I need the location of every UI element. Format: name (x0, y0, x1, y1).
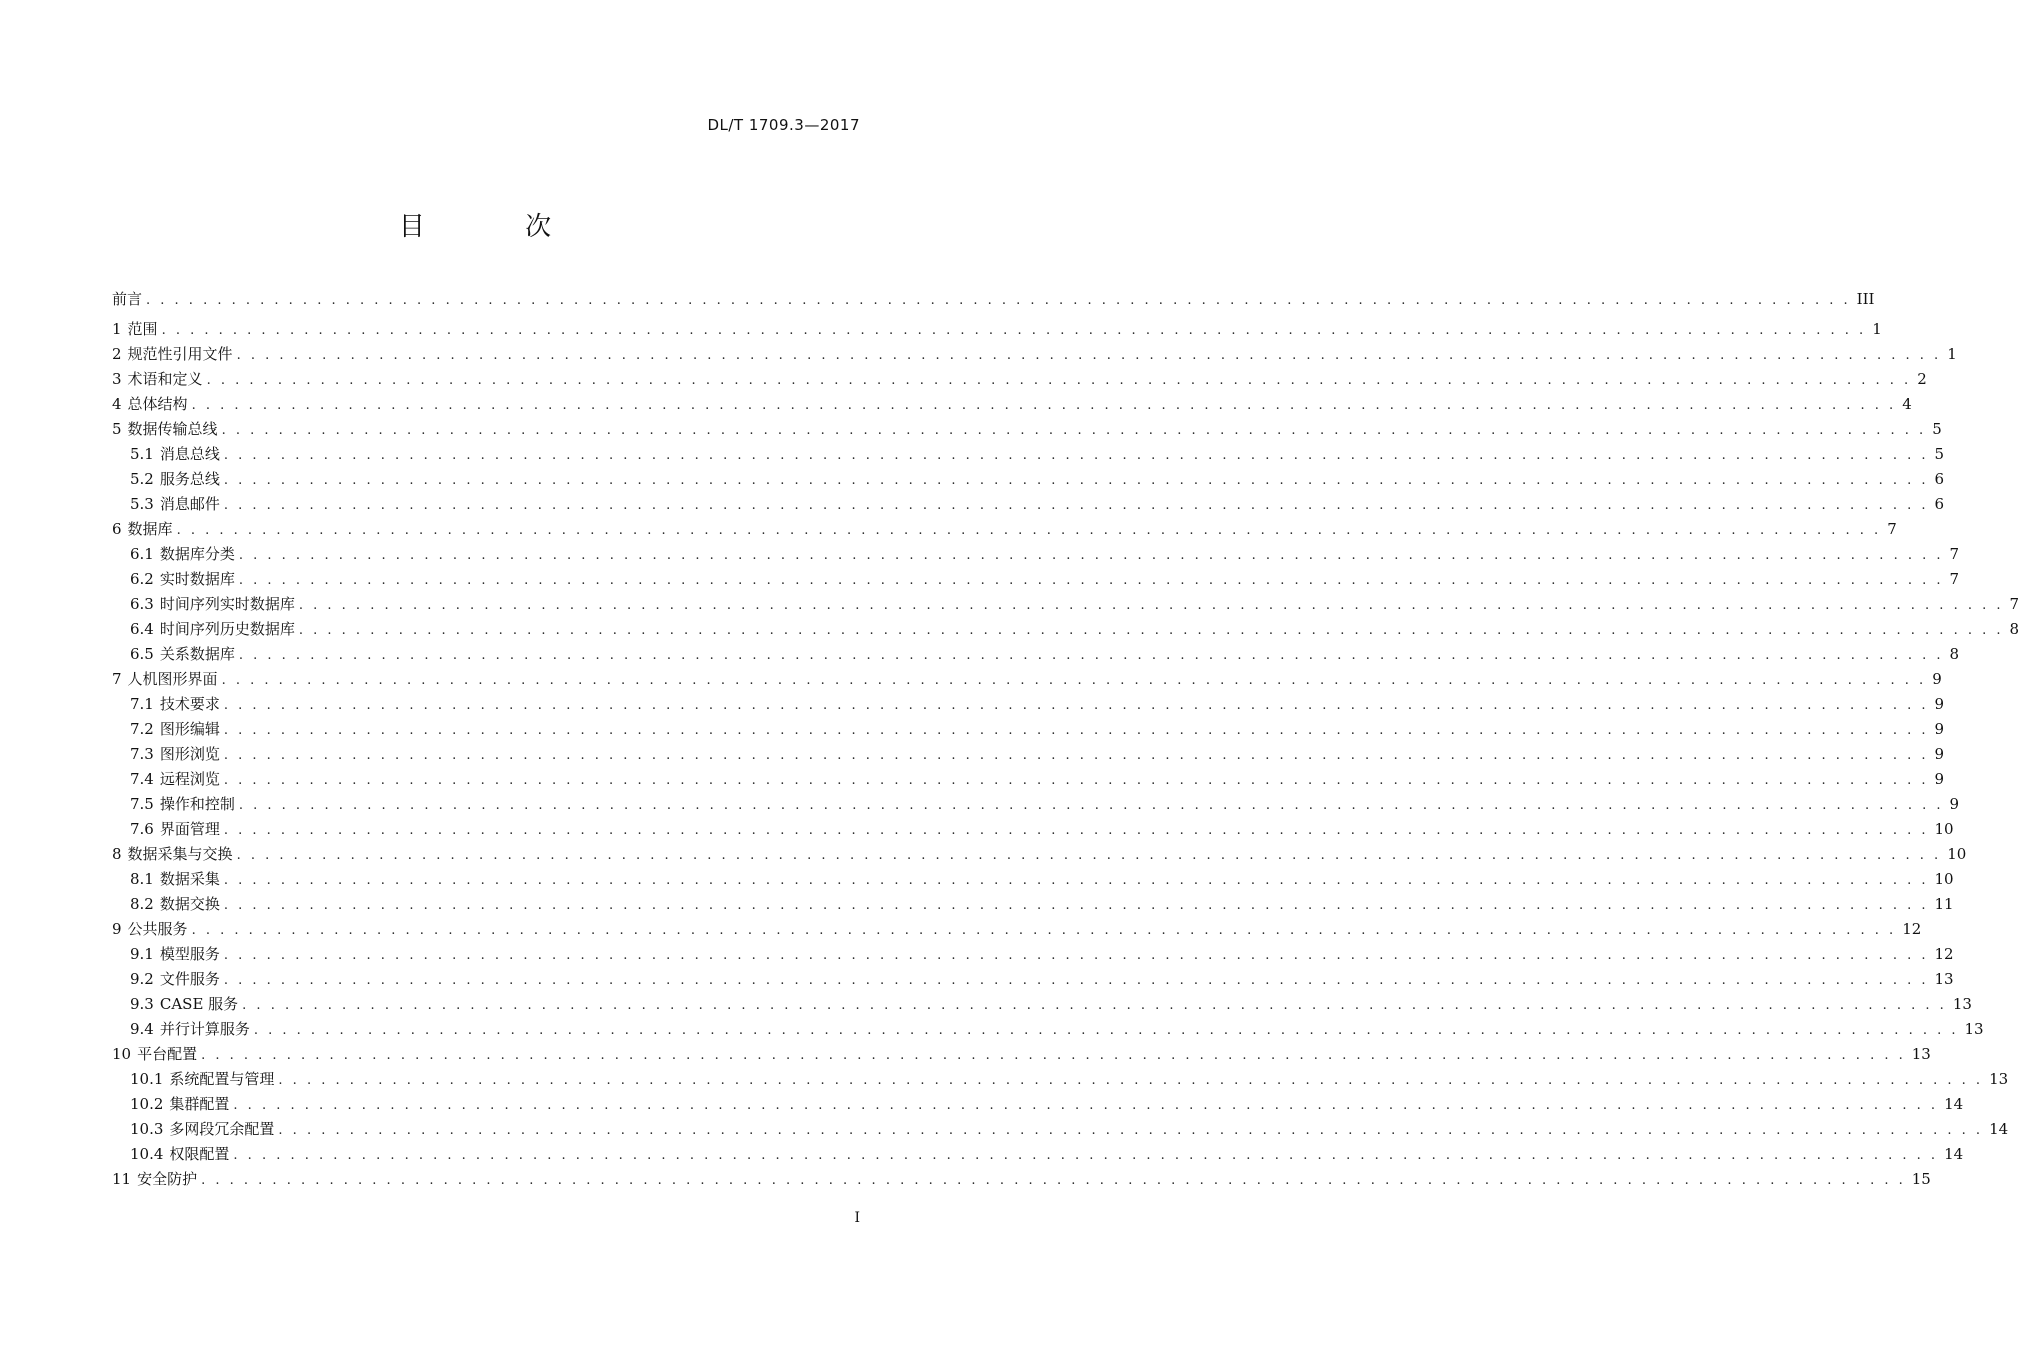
dot-leader: . . . . . . . . . . . . . . . . . . . . . . . . . . . . . . . . . . . . . . . . . . . . . . . . . . . . . . . . . . . . . . . . . . . . . . . . . . . . . . . . . . . . . . . . . . . . . . . . . . . . . . . . . . . . . . . . . . . . . . . . (223, 948, 1929, 963)
dot-leader: . . . . . . . . . . . . . . . . . . . . . . . . . . . . . . . . . . . . . . . . . . . . . . . . . . . . . . . . . . . . . . . . . . . . . . . . . . . . . . . . . . . . . . . . . . . . . . . . . . . . . . . . . . . . . . . . . . . . . . . . (233, 1148, 1939, 1163)
toc-entry[interactable] (112, 867, 1954, 892)
toc-entry-page: 8 (1949, 645, 1960, 663)
toc-entry-label (130, 1142, 233, 1167)
dot-leader: . . . . . . . . . . . . . . . . . . . . . . . . . . . . . . . . . . . . . . . . . . . . . . . . . . . . . . . . . . . . . . . . . . . . . . . . . . . . . . . . . . . . . . . . . . . . . . . . . . . . . . . . . . . . . . . . . . . . . . . . (191, 923, 1897, 938)
toc-entry-number: 8 (112, 845, 122, 863)
dot-leader: . . . . . . . . . . . . . . . . . . . . . . . . . . . . . . . . . . . . . . . . . . . . . . . . . . . . . . . . . . . . . . . . . . . . . . . . . . . . . . . . . . . . . . . . . . . . . . . . . . . . . . . . . . . . . . . . . . . . . . . . (223, 773, 1929, 788)
toc-entry-label (130, 742, 224, 767)
toc-entry-page: 2 (1917, 370, 1927, 388)
toc-entry-text: 并行计算服务 (159, 1020, 250, 1038)
toc-entry-text: 消息邮件 (159, 495, 220, 513)
toc-entry-number: 10.1 (130, 1070, 164, 1088)
toc-entry[interactable] (112, 542, 1960, 567)
toc-entry-page: 6 (1934, 495, 1945, 513)
dot-leader: . . . . . . . . . . . . . . . . . . . . . . . . . . . . . . . . . . . . . . . . . . . . . . . . . . . . . . . . . . . . . . . . . . . . . . . . . . . . . . . . . . . . . . . . . . . . . . . . . . . . . . . . . . . . . . . . . . . . . . . . (238, 798, 1944, 813)
toc-entry-text: CASE 服务 (159, 995, 239, 1013)
toc-entry[interactable] (112, 1067, 2009, 1092)
toc-entry-text: 数据库分类 (159, 545, 235, 563)
toc-entry-text: 时间序列实时数据库 (159, 595, 295, 613)
toc-entry-number: 7.3 (130, 745, 154, 763)
toc-entry-text: 总体结构 (127, 395, 188, 413)
toc-entry-number: 7.1 (130, 695, 154, 713)
toc-entry-number: 8.1 (130, 870, 154, 888)
toc-entry-number: 9.2 (130, 970, 154, 988)
toc-entry-label (130, 867, 224, 892)
dot-leader: . . . . . . . . . . . . . . . . . . . . . . . . . . . . . . . . . . . . . . . . . . . . . . . . . . . . . . . . . . . . . . . . . . . . . . . . . . . . . . . . . . . . . . . . . . . . . . . . . . . . . . . . . . . . . . . . . . . . . . . . (223, 873, 1929, 888)
toc-entry-number: 7.2 (130, 720, 154, 738)
toc-entry[interactable] (112, 792, 1960, 817)
toc-entry-label (112, 317, 162, 342)
toc-entry-number: 7.5 (130, 795, 154, 813)
dot-leader: . . . . . . . . . . . . . . . . . . . . . . . . . . . . . . . . . . . . . . . . . . . . . . . . . . . . . . . . . . . . . . . . . . . . . . . . . . . . . . . . . . . . . . . . . . . . . . . . . . . . . . . . . . . . . . . . . . . . . . . . (238, 573, 1944, 588)
toc-entry-page: 12 (1934, 945, 1954, 963)
toc-entry-label (112, 1167, 201, 1192)
toc-entry-page: 7 (1949, 570, 1960, 588)
toc-entry-number: 2 (112, 345, 122, 363)
toc-entry-number: 10.2 (130, 1095, 164, 1113)
toc-entry-page: 7 (2009, 595, 2019, 613)
toc-entry-text: 操作和控制 (159, 795, 235, 813)
toc-entry-number: 6.4 (130, 620, 154, 638)
toc-entry-page: 8 (2009, 620, 2019, 638)
toc-entry-label (112, 342, 237, 367)
toc-entry-text: 多网段冗余配置 (169, 1120, 275, 1138)
toc-entry-page: 11 (1934, 895, 1954, 913)
toc-entry-label (130, 717, 224, 742)
dot-leader: . . . . . . . . . . . . . . . . . . . . . . . . . . . . . . . . . . . . . . . . . . . . . . . . . . . . . . . . . . . . . . . . . . . . . . . . . . . . . . . . . . . . . . . . . . . . . . . . . . . . . . . . . . . . . . . . . . . . . . . . (223, 698, 1929, 713)
toc-entry[interactable] (112, 342, 1957, 367)
toc-entry-text: 数据采集 (159, 870, 220, 888)
toc-entry-text: 系统配置与管理 (169, 1070, 275, 1088)
toc-entry-page: 9 (1934, 720, 1945, 738)
toc-entry-number: 9.1 (130, 945, 154, 963)
toc-entry-number: 7 (112, 670, 122, 688)
toc-entry[interactable] (112, 742, 1945, 767)
dot-leader: . . . . . . . . . . . . . . . . . . . . . . . . . . . . . . . . . . . . . . . . . . . . . . . . . . . . . . . . . . . . . . . . . . . . . . . . . . . . . . . . . . . . . . . . . . . . . . . . . . . . . . . . . . . . . . . . . . . . . . . . (223, 748, 1929, 763)
toc-entry-label (112, 367, 207, 392)
dot-leader: . . . . . . . . . . . . . . . . . . . . . . . . . . . . . . . . . . . . . . . . . . . . . . . . . . . . . . . . . . . . . . . . . . . . . . . . . . . . . . . . . . . . . . . . . . . . . . . . . . . . . . . . . . . . . . . . . . . . . . . . (278, 1073, 1984, 1088)
toc-entry[interactable] (112, 642, 1960, 667)
toc-entry-page: 14 (1944, 1095, 1964, 1113)
toc-entry-label (112, 667, 222, 692)
toc-entry[interactable] (112, 367, 1927, 392)
toc-entry-page: 9 (1949, 795, 1960, 813)
toc-entry-page: 1 (1947, 345, 1957, 363)
toc-entry-label (130, 1017, 254, 1042)
toc-entry-text: 权限配置 (169, 1145, 230, 1163)
toc-entry-text: 安全防护 (137, 1170, 198, 1188)
toc-entry-number: 5 (112, 420, 122, 438)
toc-entry-text: 平台配置 (137, 1045, 198, 1063)
toc-entry[interactable] (112, 1092, 1964, 1117)
toc-entry[interactable] (112, 917, 1922, 942)
toc-entry-number: 5.2 (130, 470, 154, 488)
dot-leader: . . . . . . . . . . . . . . . . . . . . . . . . . . . . . . . . . . . . . . . . . . . . . . . . . . . . . . . . . . . . . . . . . . . . . . . . . . . . . . . . . . . . . . . . . . . . . . . . . . . . . . . . . . . . . . . . . . . . . . . . (278, 1123, 1984, 1138)
toc-entry-text: 服务总线 (159, 470, 220, 488)
toc-entry[interactable] (112, 517, 1897, 542)
toc-entry[interactable] (112, 317, 1882, 342)
toc-entry-label (130, 767, 224, 792)
toc-entry-text: 数据交换 (159, 895, 220, 913)
toc-entry[interactable] (112, 617, 2019, 642)
toc-entry-page: 9 (1934, 695, 1945, 713)
toc-entry-label (130, 567, 239, 592)
toc-entry-page: 10 (1934, 820, 1954, 838)
toc-entry-label (130, 467, 224, 492)
toc-entry-page: 9 (1934, 770, 1945, 788)
toc-entry-page: 12 (1902, 920, 1922, 938)
toc-entry-text: 术语和定义 (127, 370, 203, 388)
toc-entry-number: 3 (112, 370, 122, 388)
toc-entry-page: 14 (1989, 1120, 2009, 1138)
dot-leader: . . . . . . . . . . . . . . . . . . . . . . . . . . . . . . . . . . . . . . . . . . . . . . . . . . . . . . . . . . . . . . . . . . . . . . . . . . . . . . . . . . . . . . . . . . . . . . . . . . . . . . . . . . . . . . . . . . . . . . . . (223, 898, 1929, 913)
toc-entry-text: 公共服务 (127, 920, 188, 938)
toc-entry-number: 11 (112, 1170, 132, 1188)
toc-entry-text: 图形浏览 (159, 745, 220, 763)
toc-entry[interactable] (112, 767, 1945, 792)
toc-entry-page: 7 (1887, 520, 1897, 538)
toc-entry-text: 时间序列历史数据库 (159, 620, 295, 638)
toc-entry[interactable] (112, 442, 1945, 467)
toc-entry[interactable] (112, 842, 1967, 867)
toc-entry-label (112, 517, 177, 542)
dot-leader: . . . . . . . . . . . . . . . . . . . . . . . . . . . . . . . . . . . . . . . . . . . . . . . . . . . . . . . . . . . . . . . . . . . . . . . . . . . . . . . . . . . . . . . . . . . . . . . . . . . . . . . . . . . . . . . . . . . . . . . . (161, 323, 1867, 338)
toc-entry-number: 7.4 (130, 770, 154, 788)
toc-entry[interactable] (112, 942, 1954, 967)
toc-entry[interactable] (112, 1117, 2009, 1142)
toc-entry-text: 关系数据库 (159, 645, 235, 663)
toc-entry-text: 界面管理 (159, 820, 220, 838)
toc-entry-page: 9 (1934, 745, 1945, 763)
toc-entry[interactable] (112, 1017, 1984, 1042)
dot-leader: . . . . . . . . . . . . . . . . . . . . . . . . . . . . . . . . . . . . . . . . . . . . . . . . . . . . . . . . . . . . . . . . . . . . . . . . . . . . . . . . . . . . . . . . . . . . . . . . . . . . . . . . . . . . . . . . . . . . . . . . (221, 673, 1927, 688)
toc-entry-label (112, 392, 192, 417)
dot-leader: . . . . . . . . . . . . . . . . . . . . . . . . . . . . . . . . . . . . . . . . . . . . . . . . . . . . . . . . . . . . . . . . . . . . . . . . . . . . . . . . . . . . . . . . . . . . . . . . . . . . . . . . . . . . . . . . . . . . . . . . (298, 623, 2004, 638)
toc-entry[interactable] (112, 417, 1942, 442)
toc-entry[interactable] (112, 817, 1954, 842)
toc-entry-page: 14 (1944, 1145, 1964, 1163)
dot-leader: . . . . . . . . . . . . . . . . . . . . . . . . . . . . . . . . . . . . . . . . . . . . . . . . . . . . . . . . . . . . . . . . . . . . . . . . . . . . . . . . . . . . . . . . . . . . . . . . . . . . . . . . . . . . . . . . . . . . . . . . (146, 293, 1851, 308)
toc-entry-text: 技术要求 (159, 695, 220, 713)
dot-leader: . . . . . . . . . . . . . . . . . . . . . . . . . . . . . . . . . . . . . . . . . . . . . . . . . . . . . . . . . . . . . . . . . . . . . . . . . . . . . . . . . . . . . . . . . . . . . . . . . . . . . . . . . . . . . . . . . . . . . . . . (223, 723, 1929, 738)
dot-leader: . . . . . . . . . . . . . . . . . . . . . . . . . . . . . . . . . . . . . . . . . . . . . . . . . . . . . . . . . . . . . . . . . . . . . . . . . . . . . . . . . . . . . . . . . . . . . . . . . . . . . . . . . . . . . . . . . . . . . . . . (223, 823, 1929, 838)
toc-entry-label (130, 967, 224, 992)
toc-entry-number: 9.4 (130, 1020, 154, 1038)
toc-entry-label (130, 942, 224, 967)
toc-entry-label (130, 642, 239, 667)
toc-entry-page: III (1856, 290, 1875, 308)
toc-entry-label (130, 492, 224, 517)
standard-code: DL/T 1709.3—2017 (707, 116, 860, 134)
toc-entry-number: 6.5 (130, 645, 154, 663)
toc-entry-label (112, 842, 237, 867)
toc-entry-text: 数据采集与交换 (127, 845, 233, 863)
toc-entry-label (130, 1067, 278, 1092)
dot-leader: . . . . . . . . . . . . . . . . . . . . . . . . . . . . . . . . . . . . . . . . . . . . . . . . . . . . . . . . . . . . . . . . . . . . . . . . . . . . . . . . . . . . . . . . . . . . . . . . . . . . . . . . . . . . . . . . . . . . . . . . (206, 373, 1912, 388)
toc-entry-text: 文件服务 (159, 970, 220, 988)
toc-entry-number: 1 (112, 320, 122, 338)
toc-entry-page: 7 (1949, 545, 1960, 563)
toc-entry-page: 13 (1952, 995, 1972, 1013)
toc-entry[interactable] (112, 967, 1954, 992)
toc-entry[interactable] (112, 892, 1954, 917)
toc-entry[interactable] (112, 692, 1945, 717)
toc-entry-label (130, 592, 299, 617)
dot-leader: . . . . . . . . . . . . . . . . . . . . . . . . . . . . . . . . . . . . . . . . . . . . . . . . . . . . . . . . . . . . . . . . . . . . . . . . . . . . . . . . . . . . . . . . . . . . . . . . . . . . . . . . . . . . . . . . . . . . . . . . (201, 1173, 1906, 1188)
toc-entry-label (130, 692, 224, 717)
toc-entry-number: 9.3 (130, 995, 154, 1013)
toc-entry-text: 前言 (112, 290, 143, 308)
dot-leader: . . . . . . . . . . . . . . . . . . . . . . . . . . . . . . . . . . . . . . . . . . . . . . . . . . . . . . . . . . . . . . . . . . . . . . . . . . . . . . . . . . . . . . . . . . . . . . . . . . . . . . . . . . . . . . . . . . . . . . . . (236, 348, 1942, 363)
toc-entry-label (112, 917, 192, 942)
toc-entry-number: 6.2 (130, 570, 154, 588)
toc-entry-text: 数据库 (127, 520, 173, 538)
dot-leader: . . . . . . . . . . . . . . . . . . . . . . . . . . . . . . . . . . . . . . . . . . . . . . . . . . . . . . . . . . . . . . . . . . . . . . . . . . . . . . . . . . . . . . . . . . . . . . . . . . . . . . . . . . . . . . . . . . . . . . . . (223, 498, 1929, 513)
toc-entry-page: 15 (1911, 1170, 1931, 1188)
toc-entry-number: 10.3 (130, 1120, 164, 1138)
page-title: 目 次 (398, 212, 598, 242)
toc-entry[interactable] (112, 717, 1945, 742)
toc-entry-page: 10 (1934, 870, 1954, 888)
toc-entry-label (130, 542, 239, 567)
toc-entry[interactable] (112, 1142, 1964, 1167)
toc-entry-label (112, 287, 146, 312)
toc-entry-number: 6.3 (130, 595, 154, 613)
toc-entry-page: 13 (1989, 1070, 2009, 1088)
dot-leader: . . . . . . . . . . . . . . . . . . . . . . . . . . . . . . . . . . . . . . . . . . . . . . . . . . . . . . . . . . . . . . . . . . . . . . . . . . . . . . . . . . . . . . . . . . . . . . . . . . . . . . . . . . . . . . . . . . . . . . . . (191, 398, 1897, 413)
toc-entry-label (130, 1117, 278, 1142)
toc-entry-text: 范围 (127, 320, 158, 338)
toc-entry-number: 5.3 (130, 495, 154, 513)
toc-entry-text: 实时数据库 (159, 570, 235, 588)
toc-entry-number: 5.1 (130, 445, 154, 463)
toc-entry-page: 13 (1911, 1045, 1931, 1063)
toc-entry-label (130, 792, 239, 817)
toc-entry-text: 远程浏览 (159, 770, 220, 788)
toc-entry-label (112, 417, 222, 442)
table-of-contents (112, 287, 2019, 1192)
toc-entry-number: 10 (112, 1045, 132, 1063)
toc-entry-page: 4 (1902, 395, 1912, 413)
toc-entry-page: 5 (1932, 420, 1942, 438)
dot-leader: . . . . . . . . . . . . . . . . . . . . . . . . . . . . . . . . . . . . . . . . . . . . . . . . . . . . . . . . . . . . . . . . . . . . . . . . . . . . . . . . . . . . . . . . . . . . . . . . . . . . . . . . . . . . . . . . . . . . . . . . (298, 598, 2004, 613)
dot-leader: . . . . . . . . . . . . . . . . . . . . . . . . . . . . . . . . . . . . . . . . . . . . . . . . . . . . . . . . . . . . . . . . . . . . . . . . . . . . . . . . . . . . . . . . . . . . . . . . . . . . . . . . . . . . . . . . . . . . . . . . (233, 1098, 1939, 1113)
toc-entry-text: 人机图形界面 (127, 670, 218, 688)
toc-entry-page: 9 (1932, 670, 1942, 688)
toc-entry-label (130, 617, 299, 642)
toc-entry[interactable] (112, 992, 1972, 1017)
toc-entry-label (130, 817, 224, 842)
toc-entry-number: 9 (112, 920, 122, 938)
toc-entry[interactable] (112, 592, 2019, 617)
toc-entry-label (112, 1042, 201, 1067)
toc-entry-label (130, 992, 242, 1017)
toc-entry-page: 13 (1934, 970, 1954, 988)
toc-entry-text: 数据传输总线 (127, 420, 218, 438)
dot-leader: . . . . . . . . . . . . . . . . . . . . . . . . . . . . . . . . . . . . . . . . . . . . . . . . . . . . . . . . . . . . . . . . . . . . . . . . . . . . . . . . . . . . . . . . . . . . . . . . . . . . . . . . . . . . . . . . . . . . . . . . (236, 848, 1942, 863)
toc-entry[interactable] (112, 667, 1942, 692)
toc-entry-text: 图形编辑 (159, 720, 220, 738)
dot-leader: . . . . . . . . . . . . . . . . . . . . . . . . . . . . . . . . . . . . . . . . . . . . . . . . . . . . . . . . . . . . . . . . . . . . . . . . . . . . . . . . . . . . . . . . . . . . . . . . . . . . . . . . . . . . . . . . . . . . . . . . (238, 648, 1944, 663)
toc-entry-label (130, 1092, 233, 1117)
toc-entry-text: 模型服务 (159, 945, 220, 963)
dot-leader: . . . . . . . . . . . . . . . . . . . . . . . . . . . . . . . . . . . . . . . . . . . . . . . . . . . . . . . . . . . . . . . . . . . . . . . . . . . . . . . . . . . . . . . . . . . . . . . . . . . . . . . . . . . . . . . . . . . . . . . . (176, 523, 1882, 538)
toc-entry-number: 4 (112, 395, 122, 413)
toc-entry[interactable] (112, 392, 1912, 417)
dot-leader: . . . . . . . . . . . . . . . . . . . . . . . . . . . . . . . . . . . . . . . . . . . . . . . . . . . . . . . . . . . . . . . . . . . . . . . . . . . . . . . . . . . . . . . . . . . . . . . . . . . . . . . . . . . . . . . . . . . . . . . . (223, 448, 1929, 463)
toc-entry-page: 10 (1947, 845, 1967, 863)
toc-entry-text: 集群配置 (169, 1095, 230, 1113)
page-number: I (854, 1210, 860, 1226)
dot-leader: . . . . . . . . . . . . . . . . . . . . . . . . . . . . . . . . . . . . . . . . . . . . . . . . . . . . . . . . . . . . . . . . . . . . . . . . . . . . . . . . . . . . . . . . . . . . . . . . . . . . . . . . . . . . . . . . . . . . . . . . (223, 473, 1929, 488)
dot-leader: . . . . . . . . . . . . . . . . . . . . . . . . . . . . . . . . . . . . . . . . . . . . . . . . . . . . . . . . . . . . . . . . . . . . . . . . . . . . . . . . . . . . . . . . . . . . . . . . . . . . . . . . . . . . . . . . . . . . . . . . (238, 548, 1944, 563)
toc-entry-label (130, 442, 224, 467)
toc-entry-text: 规范性引用文件 (127, 345, 233, 363)
toc-entry[interactable] (112, 567, 1960, 592)
dot-leader: . . . . . . . . . . . . . . . . . . . . . . . . . . . . . . . . . . . . . . . . . . . . . . . . . . . . . . . . . . . . . . . . . . . . . . . . . . . . . . . . . . . . . . . . . . . . . . . . . . . . . . . . . . . . . . . . . . . . . . . . (242, 998, 1947, 1013)
toc-entry-number: 6 (112, 520, 122, 538)
toc-entry[interactable] (112, 492, 1945, 517)
toc-entry-number: 7.6 (130, 820, 154, 838)
toc-entry-label (130, 892, 224, 917)
toc-entry-page: 13 (1964, 1020, 1984, 1038)
dot-leader: . . . . . . . . . . . . . . . . . . . . . . . . . . . . . . . . . . . . . . . . . . . . . . . . . . . . . . . . . . . . . . . . . . . . . . . . . . . . . . . . . . . . . . . . . . . . . . . . . . . . . . . . . . . . . . . . . . . . . . . . (221, 423, 1927, 438)
toc-entry-number: 8.2 (130, 895, 154, 913)
toc-entry[interactable] (112, 1042, 1931, 1067)
toc-entry-page: 5 (1934, 445, 1945, 463)
dot-leader: . . . . . . . . . . . . . . . . . . . . . . . . . . . . . . . . . . . . . . . . . . . . . . . . . . . . . . . . . . . . . . . . . . . . . . . . . . . . . . . . . . . . . . . . . . . . . . . . . . . . . . . . . . . . . . . . . . . . . . . . (201, 1048, 1906, 1063)
toc-entry-page: 1 (1872, 320, 1882, 338)
toc-entry-page: 6 (1934, 470, 1945, 488)
toc-entry-number: 6.1 (130, 545, 154, 563)
toc-entry-text: 消息总线 (159, 445, 220, 463)
toc-entry[interactable] (112, 1167, 1931, 1192)
toc-entry-number: 10.4 (130, 1145, 164, 1163)
dot-leader: . . . . . . . . . . . . . . . . . . . . . . . . . . . . . . . . . . . . . . . . . . . . . . . . . . . . . . . . . . . . . . . . . . . . . . . . . . . . . . . . . . . . . . . . . . . . . . . . . . . . . . . . . . . . . . . . . . . . . . . . (223, 973, 1929, 988)
dot-leader: . . . . . . . . . . . . . . . . . . . . . . . . . . . . . . . . . . . . . . . . . . . . . . . . . . . . . . . . . . . . . . . . . . . . . . . . . . . . . . . . . . . . . . . . . . . . . . . . . . . . . . . . . . . . . . . . . . . . . . . . (253, 1023, 1959, 1038)
toc-entry[interactable] (112, 467, 1945, 492)
toc-entry[interactable] (112, 287, 1875, 317)
